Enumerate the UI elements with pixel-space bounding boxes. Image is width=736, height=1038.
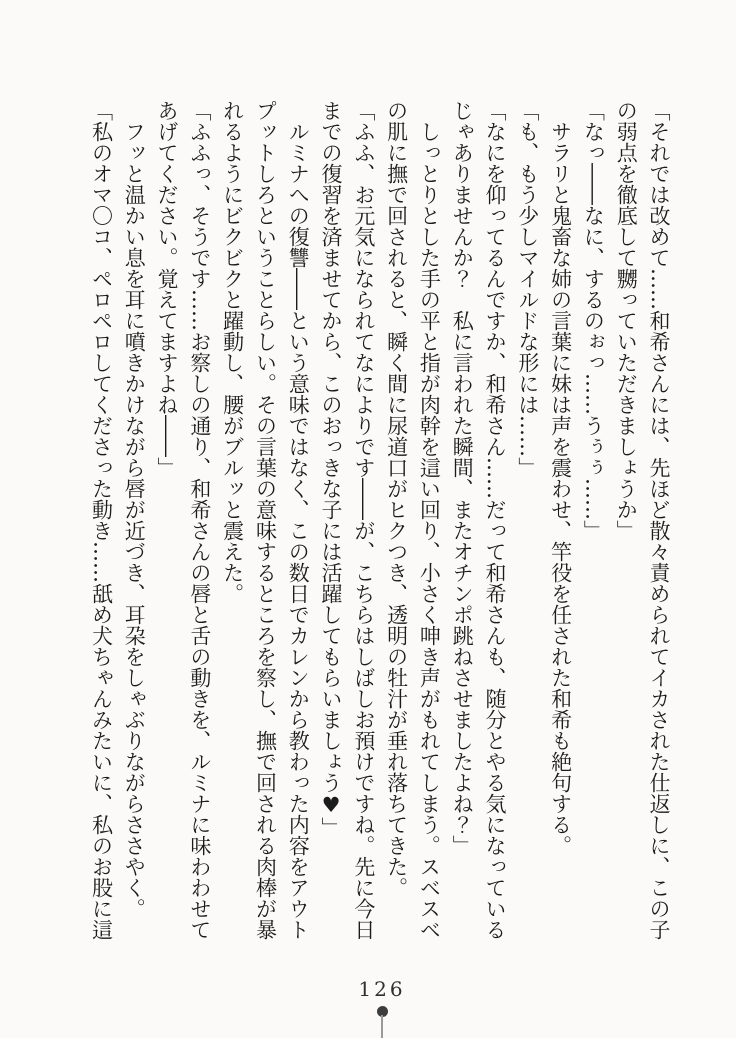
paragraph: 「も、もう少しマイルドな形には……」 <box>515 100 540 478</box>
pin-stem-line <box>381 1015 383 1038</box>
page-text-block <box>85 100 675 944</box>
paragraph: ルミナへの復讐――という意味ではなく、この数日でカレンから教わった内容をアウトプットしろということらしい。その言葉の意味するところを察し、撫で回される肉棒が暴れるようにビクビクと躍動し、腰がブルッと震えた。 <box>220 100 311 940</box>
paragraph: 「ふふ、お元気になられてなによりです――が、こちらはしばしお預けですね。先に今日までの復習を済ませてから、このおっきな子には活躍してもらいましょう♥」 <box>319 100 376 940</box>
paragraph: サラリと鬼畜な姉の言葉に妹は声を震わせ、竿役を任された和希も絶句する。 <box>548 121 573 856</box>
paragraph: 「なっ――なに、するのぉっ……うぅぅ……」 <box>581 100 606 541</box>
paragraph: 「私のオマ〇コ、ペロペロしてくださった動き……舐め犬ちゃんみたいに、私のお股に這 <box>89 100 114 940</box>
paragraph: フッと温かい息を耳に噴きかけながら唇が近づき、耳朶をしゃぶりながらささやく。 <box>122 121 147 919</box>
paragraph: しっとりとした手の平と指が肉幹を這い回り、小さく呻き声がもれてしまう。スベスベの肌に撫で回されると、瞬く間に尿道口がヒクつき、透明の牡汁が垂れ落ちてきた。 <box>384 100 442 940</box>
paragraph: 「ふふっ、そうです……お察しの通り、和希さんの唇と舌の動きを、ルミナに味わわせてあげてください。覚えてますよね――」 <box>155 100 212 940</box>
paragraph: 「なにを仰ってるんですか、和希さん……だって和希さんも、随分とやる気になっているじゃありませんか？ 私に言われた瞬間、またオチンポ跳ねさせましたよね？」 <box>450 100 508 940</box>
page-number: 126 <box>358 977 406 1001</box>
paragraph: 「それでは改めて……和希さんには、先ほど散々責められてイカされた仕返しに、この子の弱点を徹底して嬲っていただきましょうか」 <box>614 100 671 940</box>
